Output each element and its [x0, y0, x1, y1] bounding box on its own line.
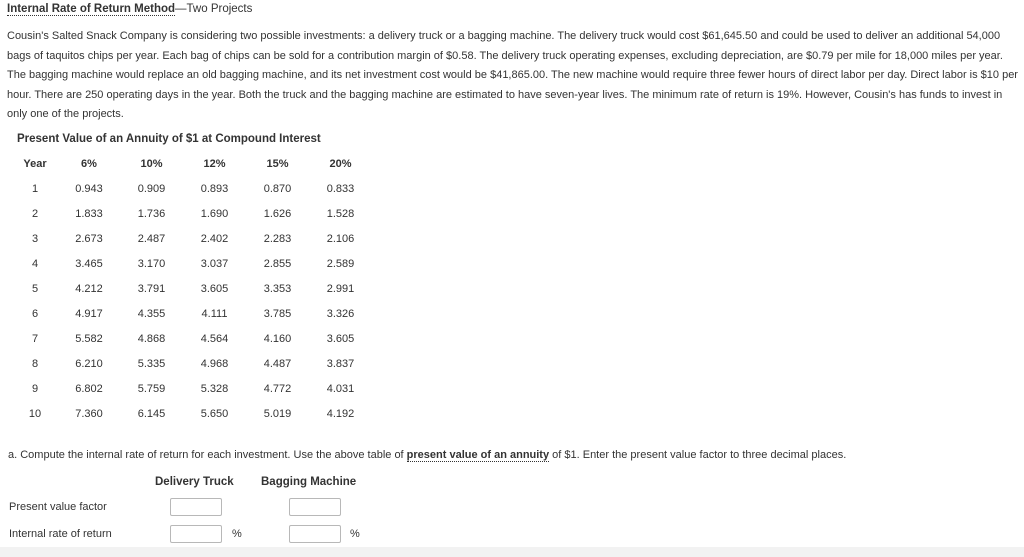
- header-6pct: 6%: [81, 158, 97, 170]
- question-a: [8, 449, 846, 461]
- factor-cell: 4.192: [326, 407, 355, 420]
- table-row: [12, 376, 372, 401]
- header-10pct: 10%: [140, 158, 163, 170]
- year-cell: 7: [31, 332, 39, 345]
- factor-cell: 4.111: [201, 307, 228, 320]
- factor-cell: 3.605: [326, 332, 355, 345]
- year-cell: 3: [31, 232, 39, 245]
- table-row: [12, 351, 372, 376]
- factor-cell: 4.355: [137, 307, 166, 320]
- factor-cell: 3.170: [137, 257, 166, 270]
- table-row: [12, 226, 372, 251]
- table-header-row: [12, 152, 372, 176]
- factor-cell: 4.917: [75, 307, 103, 320]
- factor-cell: 2.991: [326, 282, 355, 295]
- factor-cell: 5.335: [137, 357, 166, 370]
- header-15pct: 15%: [266, 158, 289, 170]
- truck-irr-percent-sign: %: [232, 528, 242, 540]
- col-delivery-truck: Delivery Truck: [155, 476, 234, 488]
- factor-cell: 4.160: [263, 332, 292, 345]
- factor-cell: 0.909: [137, 182, 166, 195]
- year-cell: 2: [31, 207, 39, 220]
- factor-cell: 2.402: [200, 232, 229, 245]
- page-title: [7, 3, 252, 15]
- machine-irr-input[interactable]: [289, 525, 341, 543]
- factor-cell: 2.855: [263, 257, 292, 270]
- factor-cell: 1.626: [263, 207, 292, 220]
- truck-pv-factor-input[interactable]: [170, 498, 222, 516]
- header-year: Year: [23, 158, 47, 170]
- factor-cell: 2.589: [326, 257, 355, 270]
- year-cell: 4: [31, 257, 39, 270]
- pv-annuity-link[interactable]: present value of an annuity: [406, 449, 550, 461]
- factor-cell: 5.019: [263, 407, 292, 420]
- table-row: [12, 276, 372, 301]
- factor-cell: 5.582: [75, 332, 103, 345]
- factor-cell: 3.791: [137, 282, 166, 295]
- factor-cell: 2.673: [75, 232, 103, 245]
- problem-statement: Cousin's Salted Snack Company is considering two possible investments: a delivery truck or a bagging machine. The delivery truck would cost $61,645.50 and could be used to deliver an additional 54,000 bags of taquitos chips per year. Each bag of chips can be sold for a contribution margin of $0.58. The delivery truck operating expenses, excluding depreciation, are $0.79 per mile for 18,000 miles per year. The bagging machine would replace an old bagging machine, and its net investment cost would be $41,865.00. The new machine would require three fewer hours of direct labor per day. Direct labor is $10 per hour. There are 250 operating days in the year. Both the truck and the bagging machine are estimated to have seven-year lives. The minimum rate of return is 19%. However, Cousin's has funds to invest in only one of the projects.: [7, 30, 1018, 120]
- factor-cell: 3.465: [75, 257, 103, 270]
- year-cell: 8: [31, 357, 39, 370]
- machine-pv-factor-input[interactable]: [289, 498, 341, 516]
- factor-cell: 2.106: [326, 232, 355, 245]
- year-cell: 9: [31, 382, 39, 395]
- factor-cell: 6.145: [137, 407, 166, 420]
- factor-cell: 0.893: [200, 182, 229, 195]
- factor-cell: 1.833: [75, 207, 103, 220]
- factor-cell: 0.833: [326, 182, 355, 195]
- factor-cell: 6.210: [75, 357, 103, 370]
- col-bagging-machine: Bagging Machine: [261, 476, 357, 488]
- factor-cell: 5.650: [200, 407, 229, 420]
- factor-cell: 4.772: [263, 382, 292, 395]
- factor-cell: 4.031: [326, 382, 355, 395]
- factor-cell: 4.564: [200, 332, 229, 345]
- annuity-table: [12, 152, 372, 426]
- year-cell: 10: [28, 407, 42, 420]
- factor-cell: 7.360: [75, 407, 103, 420]
- annuity-table-title: Present Value of an Annuity of $1 at Compound Interest: [17, 133, 321, 145]
- factor-cell: 1.690: [200, 207, 229, 220]
- table-row: [12, 301, 372, 326]
- factor-cell: 3.837: [326, 357, 355, 370]
- factor-cell: 3.353: [263, 282, 292, 295]
- factor-cell: 3.785: [263, 307, 292, 320]
- title-bold: Internal Rate of Return Method: [7, 3, 176, 15]
- factor-cell: 4.487: [263, 357, 292, 370]
- year-cell: 6: [31, 307, 39, 320]
- factor-cell: 3.326: [326, 307, 355, 320]
- factor-cell: 3.605: [200, 282, 229, 295]
- row-present-value-factor: Present value factor: [9, 501, 107, 513]
- question-prefix: a. Compute the internal rate of return for each investment. Use the above table of: [8, 449, 407, 461]
- machine-irr-percent-sign: %: [350, 528, 360, 540]
- factor-cell: 4.968: [200, 357, 229, 370]
- factor-cell: 3.037: [200, 257, 229, 270]
- factor-cell: 1.736: [137, 207, 166, 220]
- factor-cell: 0.943: [75, 182, 103, 195]
- question-suffix: of $1. Enter the present value factor to three decimal places.: [549, 449, 847, 461]
- table-row: [12, 201, 372, 226]
- header-20pct: 20%: [329, 158, 352, 170]
- factor-cell: 6.802: [75, 382, 103, 395]
- table-row: [12, 326, 372, 351]
- truck-irr-input[interactable]: [170, 525, 222, 543]
- factor-cell: 5.328: [200, 382, 229, 395]
- table-row: [12, 251, 372, 276]
- table-row: [12, 401, 372, 426]
- factor-cell: 4.868: [137, 332, 166, 345]
- title-rest: —Two Projects: [175, 3, 253, 15]
- factor-cell: 1.528: [326, 207, 355, 220]
- bottom-band: [0, 547, 1024, 557]
- header-12pct: 12%: [203, 158, 226, 170]
- factor-cell: 2.283: [263, 232, 292, 245]
- year-cell: 5: [31, 282, 39, 295]
- factor-cell: 2.487: [137, 232, 166, 245]
- year-cell: 1: [31, 182, 39, 195]
- factor-cell: 5.759: [137, 382, 166, 395]
- row-internal-rate-of-return: Internal rate of return: [9, 528, 112, 540]
- factor-cell: 0.870: [263, 182, 292, 195]
- factor-cell: 4.212: [75, 282, 103, 295]
- table-row: [12, 176, 372, 201]
